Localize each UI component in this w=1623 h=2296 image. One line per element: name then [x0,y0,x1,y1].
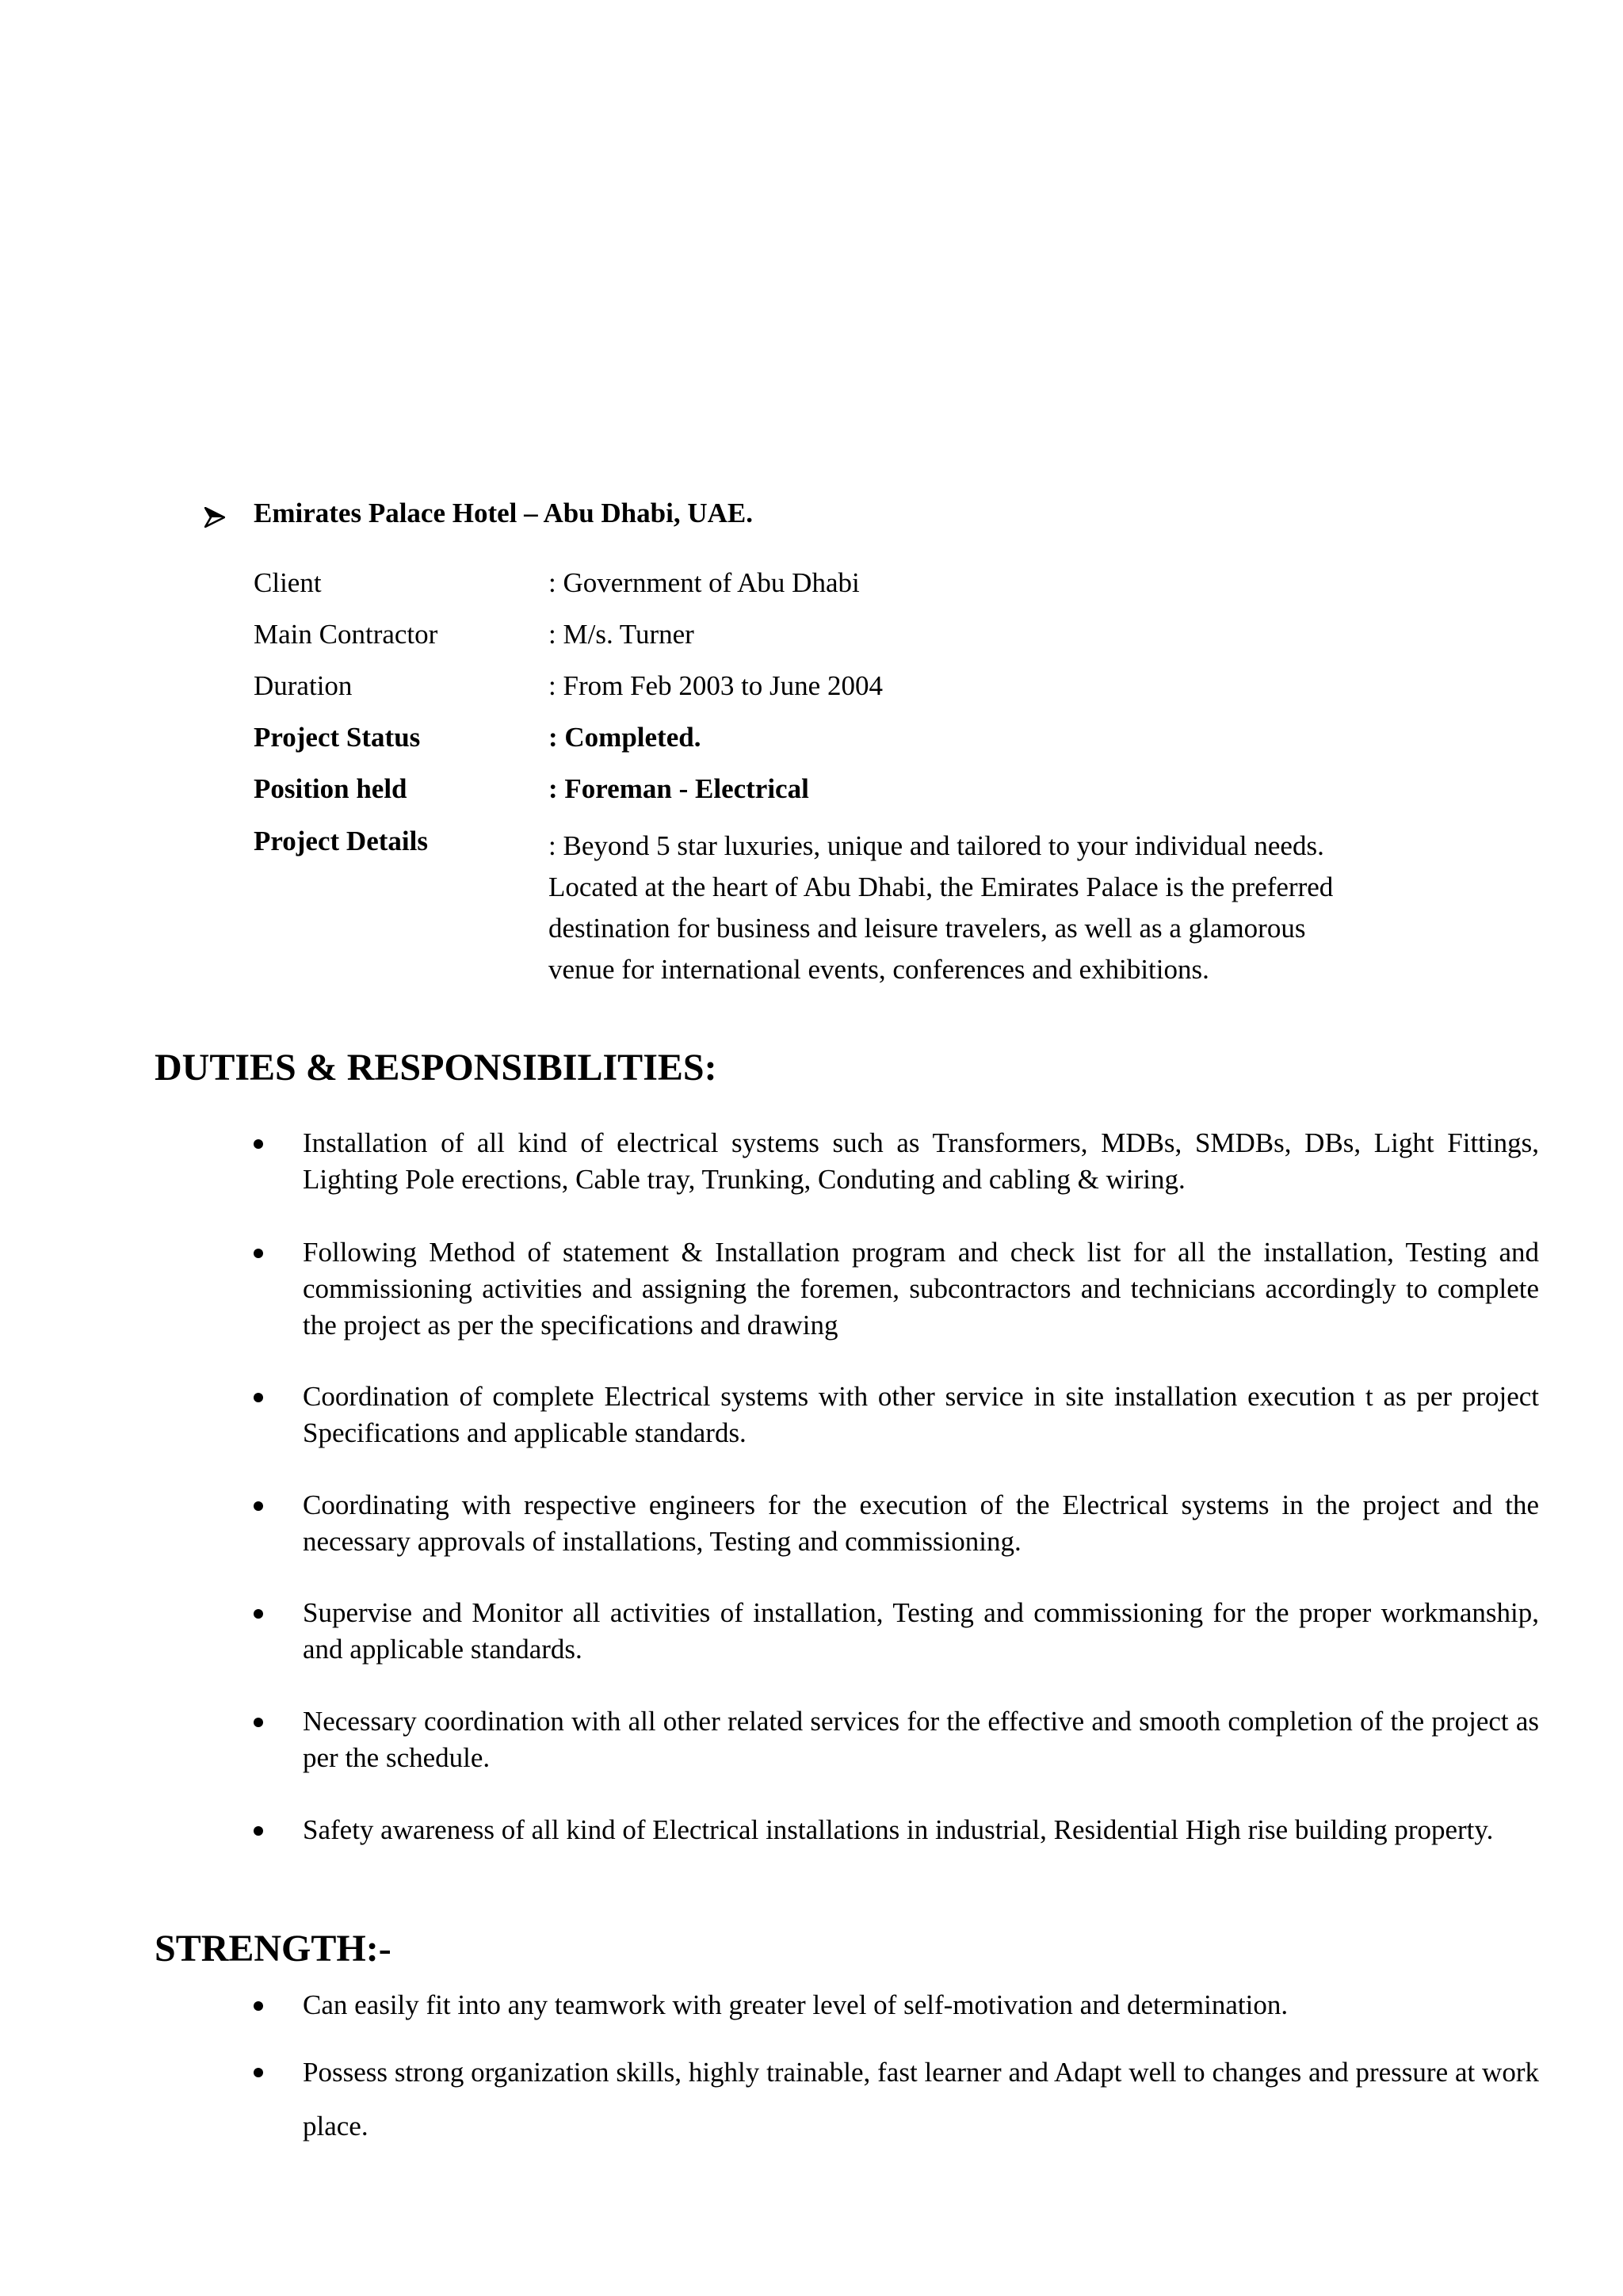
duty-text: Coordination of complete Electrical systems with other service in site installation execution t as per project Specifications and applicable standards. [303,1381,1539,1448]
bullet-icon [254,2001,263,2011]
duty-text: Coordinating with respective engineers for the execution of the Electrical systems in the project and the necessary approvals of installations, Testing and commissioning. [303,1489,1539,1557]
position-held-label: Position held [254,773,407,804]
bullet-icon [254,1501,263,1511]
client-label: Client [254,567,322,598]
project-details-label: Project Details [254,826,428,856]
duty-text: Necessary coordination with all other related services for the effective and smooth completion of the project as per the schedule. [303,1706,1539,1773]
main-contractor-value: : M/s. Turner [548,619,694,650]
bullet-icon [254,1609,263,1619]
duration-label: Duration [254,670,353,701]
duty-text: Safety awareness of all kind of Electrical installations in industrial, Residential High rise building property. [303,1814,1494,1845]
strength-text: Can easily fit into any teamwork with greater level of self-motivation and determination. [303,1989,1289,2020]
bullet-icon [254,2068,263,2077]
strength-heading: STRENGTH:- [155,1928,391,1970]
duties-heading: DUTIES & RESPONSIBILITIES: [155,1047,717,1089]
arrow-bullet-icon [204,507,225,528]
bullet-icon [254,1249,263,1258]
bullet-icon [254,1139,263,1149]
bullet-icon [254,1826,263,1836]
client-value: : Government of Abu Dhabi [548,567,860,598]
duration-value: : From Feb 2003 to June 2004 [548,670,883,701]
project-title-text: Emirates Palace Hotel – Abu Dhabi, UAE. [254,498,753,528]
project-status-value: : Completed. [548,722,701,753]
strength-text: Possess strong organization skills, highly trainable, fast learner and Adapt well to changes and pressure at work place. [303,2057,1539,2142]
duty-text: Installation of all kind of electrical systems such as Transformers, MDBs, SMDBs, DBs, Light Fittings, Lighting Pole erections, Cable tray, Trunking, Conduting and cabling & wiring. [303,1127,1539,1195]
duty-text: Supervise and Monitor all activities of installation, Testing and commissioning for the proper workmanship, and applicable standards. [303,1597,1539,1665]
bullet-icon [254,1718,263,1727]
project-details-value: : Beyond 5 star luxuries, unique and tailored to your individual needs. Located at the heart of Abu Dhabi, the Emirates Palace is the preferred destination for business and leisure travelers, as well as a glamorous venue for international events, conferences and exhibitions. [548,830,1334,985]
duty-text: Following Method of statement & Installation program and check list for all the installation, Testing and commissioning activities and assigning the foremen, subcontractors and technicians accordingly to complete the project as per the specifications and drawing [303,1237,1539,1341]
position-held-value: : Foreman - Electrical [548,773,809,804]
bullet-icon [254,1393,263,1402]
main-contractor-label: Main Contractor [254,619,438,650]
project-status-label: Project Status [254,722,421,753]
